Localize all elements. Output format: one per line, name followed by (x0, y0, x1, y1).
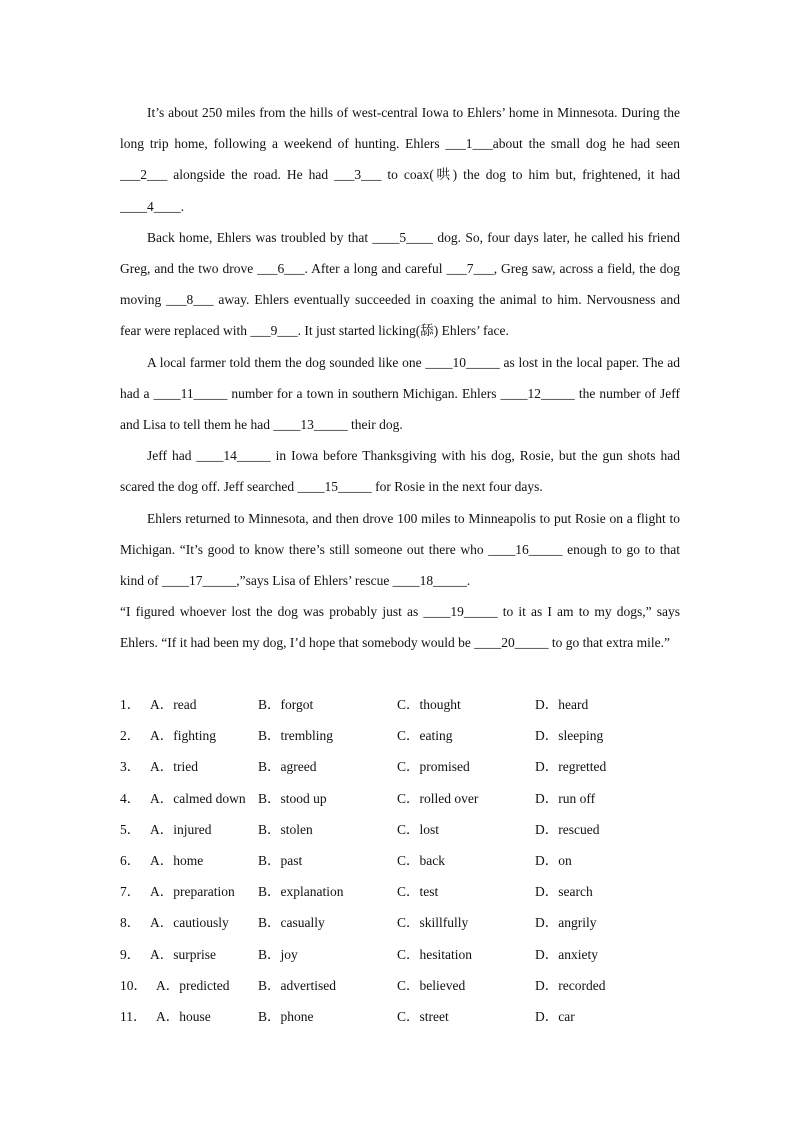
option-d: D．heard (535, 697, 589, 712)
passage-paragraph: A local farmer told them the dog sounded like one ____10_____ as lost in the local paper. The ad had a ____11_____ number for a town in southern Michigan. Ehlers ____12_____ the number of Jeff and Lisa to tell them he had ____13_____ their dog. (120, 354, 680, 433)
reading-passage (120, 97, 680, 659)
question-number: 3． (120, 759, 141, 775)
option-a: A．fighting (150, 728, 216, 744)
option-c: C．eating (397, 728, 453, 744)
option-a: A．home (150, 852, 204, 868)
question-number: 10． (120, 977, 147, 993)
option-c: C．skillfully (397, 915, 469, 931)
option-d: D．run off (535, 790, 596, 806)
option-a: A．tried (150, 759, 198, 775)
option-b: B．trembling (258, 728, 333, 744)
option-a: A．preparation (150, 884, 235, 900)
option-b: B．stolen (258, 821, 313, 837)
question-row (120, 845, 680, 876)
question-number: 7． (120, 884, 141, 900)
question-row (120, 720, 680, 751)
option-d: D．rescued (535, 821, 600, 837)
option-d: D．sleeping (535, 728, 604, 744)
option-d: D．recorded (535, 977, 606, 993)
question-number: 9． (120, 946, 141, 962)
question-number: 11． (120, 1008, 147, 1024)
option-a: A．house (156, 1008, 211, 1024)
option-b: B．stood up (258, 790, 327, 806)
passage-paragraph: “I figured whoever lost the dog was probably just as ____19_____ to it as I am to my dogs,” says Ehlers. “If it had been my dog, I’d hope that somebody would be ____20_____ to go that extra mile.” (120, 604, 680, 651)
option-d: D．car (535, 1008, 575, 1024)
option-a: A．predicted (156, 977, 230, 993)
option-a: A．injured (150, 821, 212, 837)
question-row (120, 970, 680, 1001)
option-d: D．regretted (535, 759, 607, 775)
option-d: D．angrily (535, 915, 597, 931)
option-b: B．phone (258, 1008, 314, 1024)
option-c: C．lost (397, 821, 440, 837)
option-b: B．agreed (258, 759, 317, 775)
question-row (120, 689, 680, 720)
option-c: C．promised (397, 759, 470, 775)
question-row (120, 939, 680, 970)
question-number: 2． (120, 728, 141, 744)
question-number: 8． (120, 915, 141, 931)
option-b: B．forgot (258, 697, 314, 712)
option-b: B．past (258, 852, 303, 868)
passage-paragraph: Jeff had ____14_____ in Iowa before Thanksgiving with his dog, Rosie, but the gun shots had scared the dog off. Jeff searched ____15_____ for Rosie in the next four days. (120, 448, 680, 495)
question-number: 5． (120, 821, 141, 837)
option-d: D．anxiety (535, 946, 598, 962)
question-row (120, 814, 680, 845)
option-c: C．street (397, 1008, 449, 1024)
option-c: C．believed (397, 977, 466, 993)
option-b: B．joy (258, 946, 298, 962)
question-row (120, 876, 680, 907)
option-a: A．cautiously (150, 915, 229, 931)
option-a: A．calmed down (150, 790, 246, 806)
question-row (120, 907, 680, 938)
question-number: 6． (120, 852, 141, 868)
option-c: C．hesitation (397, 946, 472, 962)
passage-paragraph: It’s about 250 miles from the hills of west-central Iowa to Ehlers’ home in Minnesota. During the long trip home, following a weekend of hunting. Ehlers ___1___about the small dog he had seen ___2___ alongside the road. He had ___3___ to coax(哄) the dog to him but, frightened, it had ____4____. (120, 105, 680, 214)
question-number: 1． (120, 697, 141, 712)
question-row (120, 751, 680, 782)
option-c: C．thought (397, 697, 461, 712)
passage-paragraph: Ehlers returned to Minnesota, and then drove 100 miles to Minneapolis to put Rosie on a flight to Michigan. “It’s good to know there’s still someone out there who ____16_____ enough to go to that kind of ____17_____,”says Lisa of Ehlers’ rescue ____18_____. (120, 510, 680, 589)
passage-paragraph: Back home, Ehlers was troubled by that ____5____ dog. So, four days later, he called his friend Greg, and the two drove ___6___. After a long and careful ___7___, Greg saw, across a field, the dog moving ___8___ away. Ehlers eventually succeeded in coaxing the animal to him. Nervousness and fear were replaced with ___9___. It just started licking(舔) Ehlers’ face. (120, 229, 680, 339)
option-d: D．on (535, 852, 572, 868)
answer-options (120, 689, 680, 1032)
question-row (120, 1001, 680, 1032)
option-c: C．back (397, 852, 445, 868)
option-c: C．rolled over (397, 790, 479, 806)
option-a: A．surprise (150, 946, 216, 962)
option-b: B．casually (258, 915, 325, 931)
option-c: C．test (397, 884, 439, 900)
question-row (120, 783, 680, 814)
option-b: B．explanation (258, 884, 344, 900)
option-d: D．search (535, 884, 593, 900)
question-number: 4． (120, 790, 141, 806)
option-b: B．advertised (258, 977, 336, 993)
option-a: A．read (150, 697, 197, 712)
